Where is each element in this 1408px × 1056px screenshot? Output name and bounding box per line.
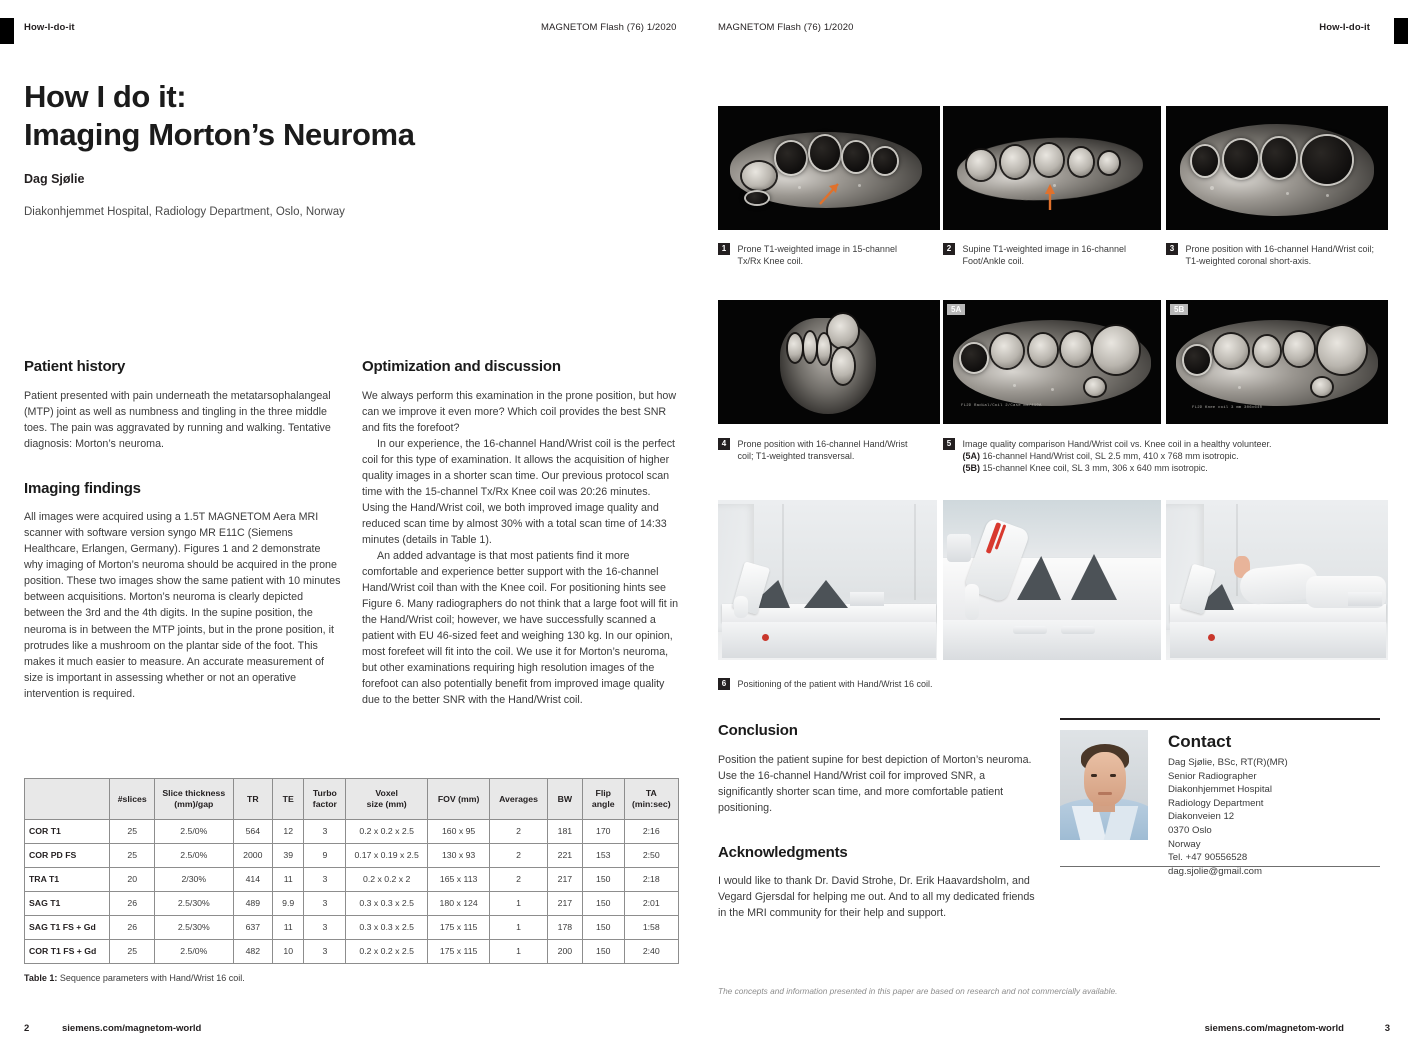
table-cell: 2 [490, 820, 548, 844]
table-column-header: Voxel size (mm) [346, 779, 428, 820]
table-cell: 26 [110, 916, 154, 940]
table-cell: 1 [490, 940, 548, 964]
contact-heading: Contact [1168, 732, 1232, 751]
table-cell: 153 [582, 844, 624, 868]
table-cell: 200 [547, 940, 582, 964]
table-column-header: Averages [490, 779, 548, 820]
figure-6-caption [718, 678, 1118, 690]
table-cell: 181 [547, 820, 582, 844]
table-caption [24, 973, 245, 983]
figure-5b-text: 15-channel Knee coil, SL 3 mm, 306 x 640 mm isotropic. [982, 463, 1208, 474]
table-cell: 12 [272, 820, 303, 844]
table-cell: 170 [582, 820, 624, 844]
table-cell: 178 [547, 916, 582, 940]
figure-5a-badge: 5A [947, 304, 965, 315]
figure-5a-text: 16-channel Hand/Wrist coil, SL 2.5 mm, 410 x 768 mm isotropic. [982, 451, 1239, 462]
table-cell: 9.9 [272, 892, 303, 916]
figure-5b-label: (5B) [962, 463, 981, 474]
table-column-header [25, 779, 110, 820]
table-cell: 9 [304, 844, 346, 868]
page-edge-tab [0, 18, 14, 44]
table-cell: 26 [110, 892, 154, 916]
contact-line: Senior Radiographer [1168, 770, 1257, 782]
contact-line: Norway [1168, 838, 1201, 850]
mri-render-4 [718, 300, 940, 424]
mri-render-5b [1166, 300, 1388, 424]
sequence-parameters-table [24, 778, 679, 964]
heading-imaging-findings: Imaging findings [24, 479, 141, 497]
table-cell: 482 [233, 940, 272, 964]
table-cell: 1 [490, 892, 548, 916]
body-column-2 [362, 356, 680, 708]
table-cell: 2:40 [624, 940, 678, 964]
table-row-label: COR T1 FS + Gd [25, 940, 110, 964]
table-cell: 217 [547, 892, 582, 916]
table-cell: 2.5/0% [154, 844, 233, 868]
contact-line: Radiology Department [1168, 797, 1264, 809]
table-cell: 2:16 [624, 820, 678, 844]
table-caption-label: Table 1: [24, 973, 58, 983]
table-cell: 2/30% [154, 868, 233, 892]
table-cell: 2:01 [624, 892, 678, 916]
figure-caption-text: Supine T1-weighted image in 16-channel Foot/Ankle coil. [962, 244, 1126, 267]
heading-conclusion: Conclusion [718, 722, 798, 739]
table-cell: 165 x 113 [428, 868, 490, 892]
figure-5-caption-text: Image quality comparison Hand/Wrist coil vs. Knee coil in a healthy volunteer. [962, 439, 1272, 449]
table-cell: 10 [272, 940, 303, 964]
table-cell: 150 [582, 892, 624, 916]
table-cell: 2.5/0% [154, 940, 233, 964]
paragraph-optimization-3: An added advantage is that most patients find it more comfortable and experience better support with the 16-channel Hand/Wrist coil than with the Knee coil. For positioning hints see Figure 6. Many radiographers do not think that a large foot will fit in the Hand/Wrist coil; however, we have successfully scanned a patient with EU 46-sized feet and weighing 130 kg. In our opinion, most forefeet will fit into the coil. We use it for Morton’s neuroma, but other examinations requiring high resolution images of the forefoot can also potentially benefit from improved image quality due to the better SNR with the Hand/Wrist coil. [362, 549, 679, 707]
figure-4-caption [718, 438, 932, 462]
table-column-header: Flip angle [582, 779, 624, 820]
table-cell: 2 [490, 844, 548, 868]
heading-patient-history: Patient history [24, 358, 126, 375]
table-header-row [25, 779, 679, 820]
table-column-header: BW [547, 779, 582, 820]
table-column-header: TA (min:sec) [624, 779, 678, 820]
table-row-label: COR T1 [25, 820, 110, 844]
figure-number-badge: 6 [718, 678, 730, 690]
neuroma-arrow-marker-2 [1042, 178, 1058, 212]
running-head-left: How-I-do-it [24, 22, 75, 33]
scan-overlay-text-b: FL2D Knee coil 3 mm 306x640 [1192, 406, 1263, 410]
table-cell: 150 [582, 940, 624, 964]
heading-optimization: Optimization and discussion [362, 358, 561, 375]
table-column-header: Turbo factor [304, 779, 346, 820]
paragraph-optimization-2: In our experience, the 16-channel Hand/Wrist coil is the perfect coil for this type of examination. It allows the acquisition of higher quality images in a shorter scan time. Our previous protocol scan time with the 15-channel Tx/Rx Knee coil was 20:26 minutes. Using the Hand/Wrist coil, we both improved image quality and reduced scan time by almost 30% with a total scan time of 14:33 minutes (details in Table 1). [362, 437, 676, 546]
figure-1-image [718, 106, 940, 230]
figure-caption-text: Prone position with 16-channel Hand/Wrist coil; T1-weighted transversal. [737, 439, 908, 462]
table-cell: 3 [304, 892, 346, 916]
scan-overlay-text-a: FL2D Radial/Coil 2/Case mm/410A [961, 404, 1042, 408]
table-cell: 25 [110, 820, 154, 844]
table-cell: 3 [304, 916, 346, 940]
table-cell: 0.17 x 0.19 x 2.5 [346, 844, 428, 868]
figure-6-photo-3 [1166, 500, 1388, 660]
table-cell: 1 [490, 916, 548, 940]
table-cell: 564 [233, 820, 272, 844]
figure-5b-image [1166, 300, 1388, 424]
table-cell: 637 [233, 916, 272, 940]
figure-6-photo-1 [718, 500, 937, 660]
running-head-issue-left: MAGNETOM Flash (76) 1/2020 [541, 22, 677, 33]
running-head-right: How-I-do-it [1319, 22, 1370, 33]
figure-2-image [943, 106, 1161, 230]
table-column-header: FOV (mm) [428, 779, 490, 820]
table-cell: 175 x 115 [428, 916, 490, 940]
paragraph-conclusion: Position the patient supine for best depiction of Morton’s neuroma. Use the 16-channel Hand/Wrist coil for improved SNR, a significantly shorter scan time, and more comfortable patient positioning. [718, 753, 1032, 814]
footer-url-right[interactable]: siemens.com/magnetom-world [1204, 1023, 1344, 1034]
table-cell: 2 [490, 868, 548, 892]
figure-3-image [1166, 106, 1388, 230]
contact-rule-top [1060, 718, 1380, 720]
table-cell: 2.5/0% [154, 820, 233, 844]
table-cell: 25 [110, 940, 154, 964]
mri-render-2 [943, 106, 1161, 230]
table-cell: 180 x 124 [428, 892, 490, 916]
paragraph-optimization-1: We always perform this examination in the prone position, but how can we improve it even more? Which coil provides the best SNR and fits the forefoot? [362, 389, 677, 434]
figure-number-badge: 1 [718, 243, 730, 255]
table-cell: 175 x 115 [428, 940, 490, 964]
table-column-header: Slice thickness (mm)/gap [154, 779, 233, 820]
author-affiliation: Diakonhjemmet Hospital, Radiology Department, Oslo, Norway [24, 206, 345, 218]
contact-line: Diakonhjemmet Hospital [1168, 784, 1272, 796]
contact-line: Dag Sjølie, BSc, RT(R)(MR) [1168, 757, 1288, 768]
footer-url-left[interactable]: siemens.com/magnetom-world [62, 1023, 202, 1034]
figure-5a-image [943, 300, 1161, 424]
table-row-label: COR PD FS [25, 844, 110, 868]
title-line-1: How I do it: [24, 79, 187, 114]
table-row-label: SAG T1 FS + Gd [25, 916, 110, 940]
figure-4-image [718, 300, 940, 424]
table-row-label: SAG T1 [25, 892, 110, 916]
mri-render-3 [1166, 106, 1388, 230]
table-column-header: TE [272, 779, 303, 820]
footer-page-number-left: 2 [24, 1023, 30, 1034]
table-cell: 2:50 [624, 844, 678, 868]
table-column-header: TR [233, 779, 272, 820]
table-row [25, 892, 679, 916]
table-cell: 11 [272, 916, 303, 940]
page-edge-tab-right [1394, 18, 1408, 44]
body-column-1 [24, 356, 342, 702]
heading-acknowledgments: Acknowledgments [718, 843, 848, 861]
table-cell: 489 [233, 892, 272, 916]
figure-5a-label: (5A) [962, 451, 981, 462]
contact-line: Diakonveien 12 [1168, 811, 1235, 823]
table-cell: 0.3 x 0.3 x 2.5 [346, 892, 428, 916]
table-row-label: TRA T1 [25, 868, 110, 892]
table-cell: 150 [582, 916, 624, 940]
table-cell: 160 x 95 [428, 820, 490, 844]
table-cell: 0.2 x 0.2 x 2 [346, 868, 428, 892]
figure-number-badge: 3 [1166, 243, 1178, 255]
running-head-issue-right: MAGNETOM Flash (76) 1/2020 [718, 22, 854, 33]
figure-caption-text: Positioning of the patient with Hand/Wrist 16 coil. [737, 679, 933, 689]
table-cell: 3 [304, 940, 346, 964]
table-cell: 0.3 x 0.3 x 2.5 [346, 916, 428, 940]
table-cell: 25 [110, 844, 154, 868]
figure-number-badge: 5 [943, 438, 955, 450]
right-page [704, 0, 1408, 1056]
contact-email[interactable]: dag.sjolie@gmail.com [1168, 865, 1262, 877]
figure-3-caption [1166, 243, 1380, 267]
table-cell: 39 [272, 844, 303, 868]
figure-1-caption [718, 243, 928, 267]
table-cell: 2.5/30% [154, 916, 233, 940]
table-cell: 0.2 x 0.2 x 2.5 [346, 820, 428, 844]
table-cell: 2000 [233, 844, 272, 868]
figure-2-caption [943, 243, 1155, 267]
figure-5-caption [943, 438, 1383, 474]
contact-line: 0370 Oslo [1168, 825, 1212, 837]
figure-caption-text: Prone position with 16-channel Hand/Wrist coil; T1-weighted coronal short-axis. [1185, 244, 1374, 267]
mri-render-1 [718, 106, 940, 230]
figure-6-photo-2 [943, 500, 1161, 660]
title-line-2: Imaging Morton’s Neuroma [24, 116, 415, 152]
table-cell: 3 [304, 820, 346, 844]
table-cell: 2.5/30% [154, 892, 233, 916]
paragraph-imaging-findings: All images were acquired using a 1.5T MAGNETOM Aera MRI scanner with software version syngo MR E11C (Siemens Healthcare, Erlangen, Germany). Figures 1 and 2 demonstrate why imaging of Morton’s neuroma should be acquired in the prone position. These two images show the same patient with 10 minutes between acquisitions. Morton’s neuroma is clearly depicted between the 3rd and the 4th digits. In the supine position, the neuroma is in between the MTP joints, but in the prone position, it protrudes like a mushroom on the plantar side of the foot. This makes it much easier to measure. An accurate measurement of size is important in assessing whether or not an operative intervention is required. [24, 511, 341, 700]
contact-line: Tel. +47 90556528 [1168, 852, 1248, 864]
figure-5b-badge: 5B [1170, 304, 1188, 315]
mri-render-5a [943, 300, 1161, 424]
table-cell: 217 [547, 868, 582, 892]
author-name: Dag Sjølie [24, 172, 85, 186]
table-cell: 3 [304, 868, 346, 892]
figure-number-badge: 4 [718, 438, 730, 450]
contact-box [1060, 718, 1380, 720]
contact-details [1168, 756, 1288, 878]
table-caption-text: Sequence parameters with Hand/Wrist 16 coil. [59, 973, 245, 983]
table-cell: 0.2 x 0.2 x 2.5 [346, 940, 428, 964]
figure-caption-text: Prone T1-weighted image in 15-channel Tx/Rx Knee coil. [737, 244, 897, 267]
footer-page-number-right: 3 [1384, 1023, 1390, 1034]
table-cell: 221 [547, 844, 582, 868]
table-row [25, 820, 679, 844]
right-body-column [718, 720, 1036, 921]
table-cell: 150 [582, 868, 624, 892]
table-cell: 414 [233, 868, 272, 892]
paragraph-patient-history: Patient presented with pain underneath the metatarsophalangeal (MTP) joint as well as numbness and tingling in the three middle toes. The pain was aggravated by running and walking. Tentative diagnosis: Morton’s neuroma. [24, 389, 331, 450]
table-cell: 1:58 [624, 916, 678, 940]
table-cell: 20 [110, 868, 154, 892]
figure-number-badge: 2 [943, 243, 955, 255]
paragraph-acknowledgments: I would like to thank Dr. David Strohe, Dr. Erik Haavardsholm, and Vegard Gjersdal for helping me out. And to all my dedicated friends in the MRI community for their help and support. [718, 875, 1035, 920]
table-cell: 130 x 93 [428, 844, 490, 868]
avatar [1060, 730, 1148, 840]
table-cell: 2:18 [624, 868, 678, 892]
neuroma-arrow-marker-1 [816, 174, 850, 208]
table-column-header: #slices [110, 779, 154, 820]
table-cell: 11 [272, 868, 303, 892]
table-row [25, 868, 679, 892]
table-row [25, 844, 679, 868]
disclaimer-text: The concepts and information presented in this paper are based on research and not commercially available. [718, 986, 1118, 996]
table-row [25, 940, 679, 964]
page-title [24, 78, 644, 154]
table-row [25, 916, 679, 940]
